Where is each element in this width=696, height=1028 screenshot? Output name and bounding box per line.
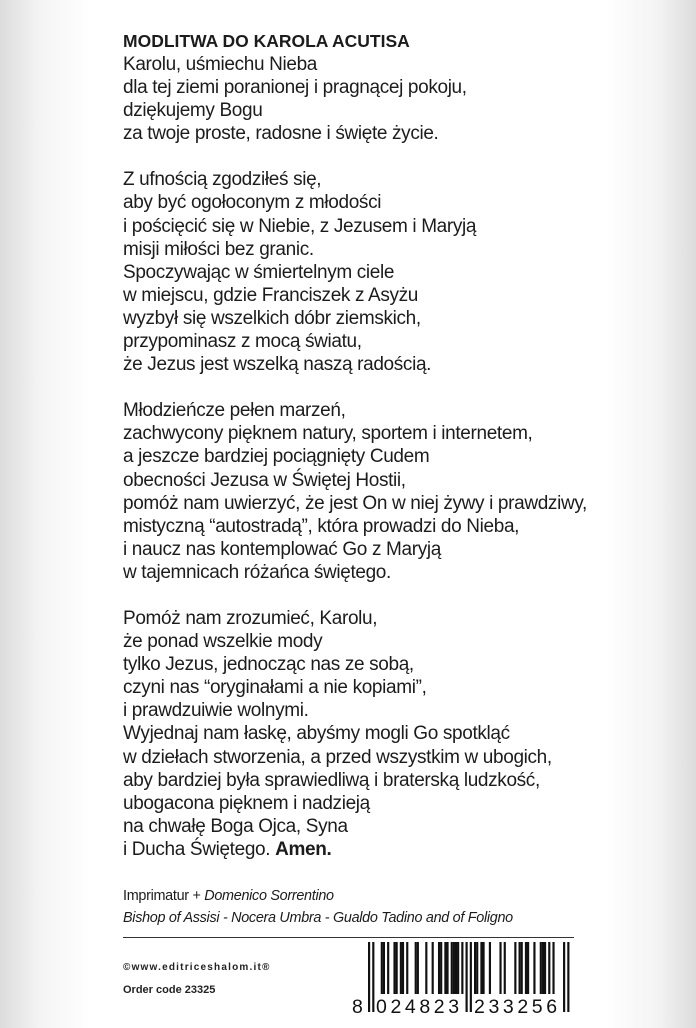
prayer-line: że Jezus jest wszelką naszą radością. [123,354,432,376]
prayer-line: dziękujemy Bogu [123,100,263,122]
prayer-line: Wyjednaj nam łaskę, abyśmy mogli Go spotkląć [123,723,510,745]
prayer-line: ubogacona pięknem i nadzieją [123,792,370,814]
prayer-line: w tajemnicach różańca świętego. [123,561,391,583]
prayer-line: za twoje proste, radosne i święte życie. [123,123,439,145]
barcode-bar [461,942,463,994]
prayer-line: Młodzieńcze pełen marzeń, [123,400,346,422]
prayer-line: w miejscu, gdzie Franciszek z Asyżu [123,284,419,306]
barcode-bar [482,942,484,994]
barcode-guard-bar [372,942,374,1012]
barcode-bar [540,942,542,994]
barcode-guard-bar [567,942,569,1012]
prayer-line: obecności Jezusa w Świętej Hostii, [123,469,406,491]
prayer-line: czyni nas “oryginałami a nie kopiami”, [123,677,427,699]
barcode-bar [451,942,453,994]
barcode-bar [533,942,535,994]
prayer-line: Pomóż nam zrozumieć, Karolu, [123,607,378,629]
prayer-line: Karolu, uśmiechu Nieba [123,54,318,75]
barcode-bar [444,942,446,994]
prayer-line: misji miłości bez granic. [123,238,314,260]
bishop-line: Bishop of Assisi - Nocera Umbra - Gualdo Tadino and of Foligno [123,910,513,926]
prayer-line: a jeszcze bardziej pociągnięty Cudem [123,446,430,468]
barcode-bar [383,942,385,994]
barcode-bar [406,942,408,994]
amen-word: Amen. [275,838,332,860]
barcode-bar [396,942,398,994]
barcode-first-digit: 8 [352,996,363,1018]
imprimatur-prefix: Imprimatur + [123,888,205,904]
prayer-text [123,24,593,861]
footer-divider [123,937,574,938]
barcode-bar [499,942,501,994]
prayer-line: i naucz nas kontemplować Go z Maryją [123,538,441,560]
stanza [123,168,593,376]
prayer-line: wyzbył się wszelkich dóbr ziemskich, [123,307,421,329]
prayer-stanzas [123,53,593,861]
barcode-bar [544,942,546,994]
barcode-bar [393,942,395,994]
prayer-line: przypominasz z mocą światu, [123,331,362,353]
prayer-last-line [123,838,593,861]
prayer-title: MODLITWA DO KAROLA ACUTISA [123,31,410,51]
prayer-line: aby być ogołoconym z młodości [123,192,382,214]
barcode-guard-bar [470,942,472,1012]
barcode-bar [453,942,455,994]
barcode-bar [548,942,550,994]
prayer-line: i prawdzuiwie wolnymi. [123,700,309,722]
stanza [123,607,593,861]
prayer-line: Z ufnością zgodziłeś się, [123,169,322,191]
prayer-line: i pościęcić się w Niebie, z Jezusem i Maryją [123,215,477,237]
barcode-bar [527,942,529,994]
prayer-line: pomóż nam uwierzyć, że jest On w niej żywy i prawdziwy, [123,492,587,514]
prayer-line: na chwałę Boga Ojca, Syna [123,815,348,837]
barcode-left-group: 024823 [376,996,463,1018]
prayer-line: że ponad wszelkie mody [123,631,323,653]
barcode-bar [542,942,544,994]
barcode-bar [525,942,527,994]
barcode-right-group: 233256 [474,996,561,1018]
prayer-line: tylko Jezus, jednocząc nas ze sobą, [123,654,414,676]
barcode-bar [474,942,476,994]
barcode-bar [519,942,521,994]
barcode-bar [425,942,427,994]
barcode-bar [480,942,482,994]
barcode-bar [417,942,419,994]
barcode-bar [402,942,404,994]
barcode-guard-bar [466,942,468,1012]
stanza [123,399,593,584]
publisher-website: ©www.editriceshalom.it® [123,962,271,973]
barcode-bar [440,942,442,994]
barcode-bar [400,942,402,994]
order-code: Order code 23325 [123,984,216,996]
barcode-bar [446,942,448,994]
prayer-line: dla tej ziemi poranionej i pragnącej pokoju, [123,77,467,99]
barcode-bar [381,942,383,994]
barcode-bar [489,942,491,994]
prayer-last-line-text: i Ducha Świętego. [123,838,276,860]
prayer-line: zachwycony pięknem natury, sportem i internetem, [123,423,533,445]
prayer-line: mistyczną “autostradą”, która prowadzi do Nieba, [123,515,520,537]
prayer-line: Spoczywając w śmiertelnym ciele [123,261,395,283]
barcode-bar [438,942,440,994]
barcode-bar [476,942,478,994]
barcode-guard-bar [563,942,565,1012]
barcode-bar [457,942,459,994]
barcode-bar [521,942,523,994]
barcode-bar [415,942,417,994]
stanza [123,53,593,145]
barcode-bar [432,942,434,994]
prayer-line: aby bardziej była sprawiedliwą i braterską ludzkość, [123,769,540,791]
imprimatur-block [123,885,513,929]
barcode-bar [455,942,457,994]
imprimatur-name: Domenico Sorrentino [204,888,334,904]
prayer-line: w dziełach stworzenia, a przed wszystkim w ubogich, [123,746,552,768]
imprimatur-line [123,885,513,907]
barcode-bar [387,942,389,994]
barcode-bar [552,942,554,994]
barcode-guard-bar [368,942,370,1012]
barcode-bar [504,942,506,994]
barcode-bar [514,942,516,994]
